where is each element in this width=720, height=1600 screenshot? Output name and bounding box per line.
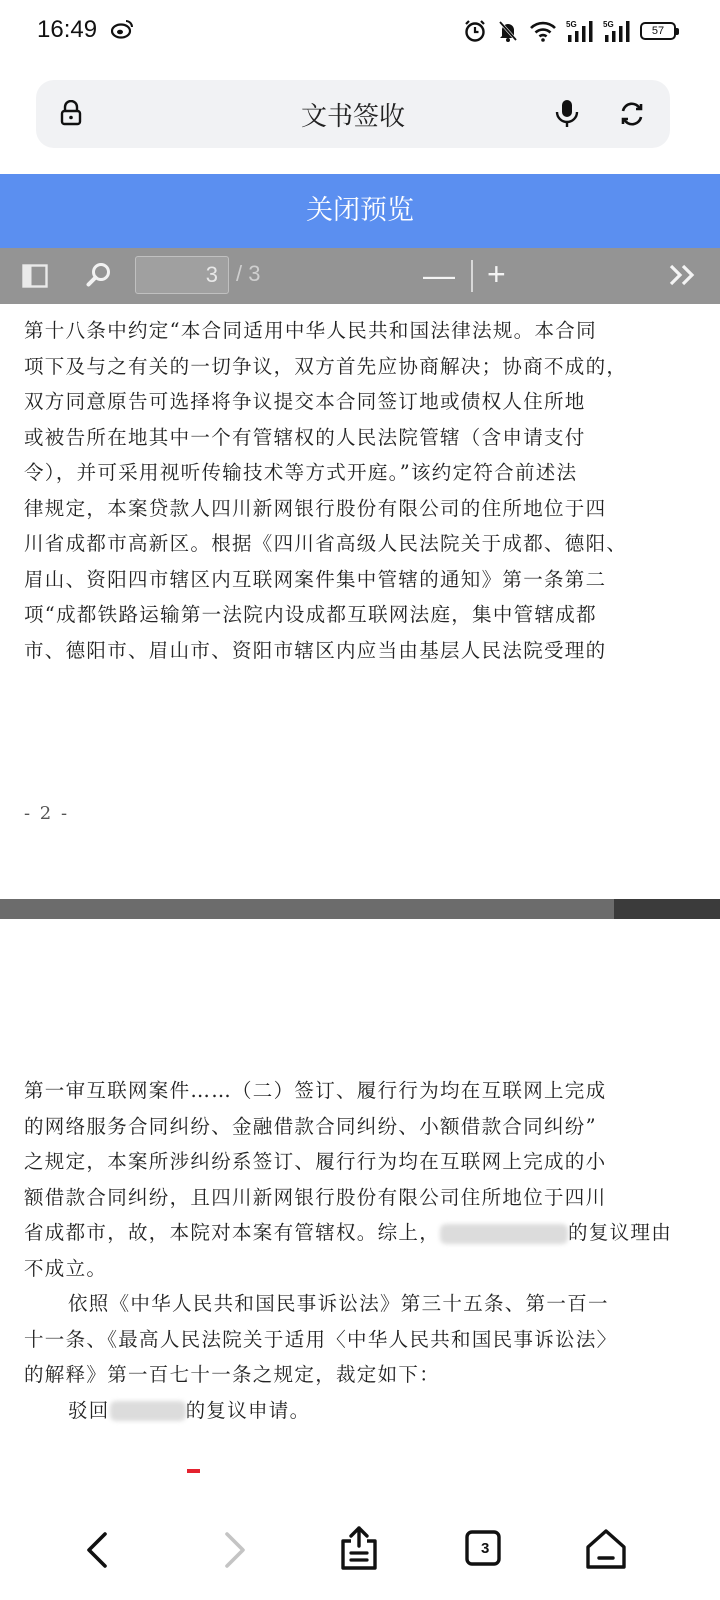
microphone-icon[interactable] — [554, 98, 580, 128]
text-segment: 的复议申请。 — [185, 1398, 311, 1422]
text-line: 不成立。 — [24, 1256, 108, 1280]
text-segment: 的复议理由 — [568, 1221, 673, 1244]
text-segment: 省成都市，故，本院对本案有管辖权。综上， — [24, 1221, 441, 1244]
text-line: 双方同意原告可选择将争议提交本合同签订地或债权人住所地 — [24, 390, 586, 413]
signal-5g-icon — [603, 19, 631, 43]
text-line: 依照《中华人民共和国民事诉讼法》第三十五条、第一百一 — [68, 1292, 609, 1315]
text-line: 的网络服务合同纠纷、金融借款合同纠纷、小额借款合同纠纷” — [24, 1114, 597, 1138]
tools-icon[interactable] — [668, 263, 698, 287]
text-line: 第十八条中约定“本合同适用中华人民共和国法律法规。本合同 — [24, 319, 597, 342]
page-separator — [0, 899, 720, 919]
refresh-icon[interactable] — [618, 100, 646, 128]
text-cursor-mark — [187, 1469, 200, 1473]
text-line: 令），并可采用视听传输技术等方式开庭。”该约定符合前述法 — [24, 461, 578, 484]
status-icons — [463, 18, 676, 44]
redacted-name — [110, 1401, 186, 1421]
text-line: 眉山、资阳四市辖区内互联网案件集中管辖的通知》第一条第二 — [24, 567, 607, 591]
zoom-in-button[interactable]: + — [487, 256, 506, 292]
text-line: 律规定，本案贷款人四川新网银行股份有限公司的住所地位于四 — [24, 496, 607, 520]
weibo-icon — [111, 19, 133, 39]
tabs-button[interactable] — [460, 1522, 516, 1578]
forward-icon[interactable] — [204, 1522, 260, 1578]
network-label: 5G — [566, 20, 577, 29]
page-number-footer: - 2 - — [24, 803, 70, 824]
document-page-2-text — [24, 313, 627, 668]
back-icon[interactable] — [72, 1522, 128, 1578]
text-line: 十一条、《最高人民法院关于适用〈中华人民共和国民事诉讼法〉 — [24, 1327, 618, 1351]
alarm-icon — [463, 19, 487, 43]
text-line — [24, 1393, 672, 1429]
text-line: 或被告所在地其中一个有管辖权的人民法院管辖（含申请支付 — [24, 425, 586, 449]
toolbar-divider — [471, 260, 473, 292]
text-line: 第一审互联网案件……（二）签订、履行行为均在互联网上完成 — [24, 1079, 607, 1102]
page-title[interactable]: 文书签收 — [300, 102, 405, 132]
home-icon[interactable] — [578, 1522, 634, 1578]
address-bar[interactable] — [36, 80, 670, 148]
text-line: 的解释》第一百七十一条之规定，裁定如下： — [24, 1363, 441, 1386]
mute-icon — [496, 19, 520, 43]
signal-5g-icon — [566, 19, 594, 43]
wifi-icon — [529, 20, 557, 42]
sidebar-toggle-icon[interactable] — [22, 264, 48, 288]
zoom-out-button[interactable]: — — [423, 257, 455, 293]
text-line: 项下及与之有关的一切争议，双方首先应协商解决；协商不成的， — [24, 354, 628, 378]
text-segment: 驳回 — [68, 1398, 110, 1422]
search-icon[interactable] — [86, 262, 112, 288]
text-line: 川省成都市高新区。根据《四川省高级人民法院关于成都、德阳、 — [24, 532, 628, 555]
scrollbar-thumb[interactable] — [614, 899, 720, 919]
text-line: 项“成都铁路运输第一法院内设成都互联网法庭，集中管辖成都 — [24, 603, 597, 626]
bottom-navigation — [0, 1500, 720, 1600]
network-label: 5G — [603, 20, 614, 29]
battery-icon: 57 — [640, 22, 676, 40]
text-line: 额借款合同纠纷，且四川新网银行股份有限公司住所地位于四川 — [24, 1185, 607, 1209]
redacted-name — [440, 1224, 568, 1244]
close-preview-button[interactable]: 关闭预览 — [0, 174, 720, 248]
pdf-toolbar — [0, 248, 720, 304]
status-time: 16:49 — [37, 16, 98, 43]
text-line — [24, 1215, 672, 1251]
page-count: / 3 — [236, 261, 261, 286]
document-page-3-text — [24, 1073, 672, 1428]
text-line: 市、德阳市、眉山市、资阳市辖区内应当由基层人民法院受理的 — [24, 638, 607, 662]
status-bar — [0, 0, 720, 62]
tab-count: 3 — [481, 1540, 490, 1557]
text-line: 之规定，本案所涉纠纷系签订、履行行为均在互联网上完成的小 — [24, 1150, 607, 1173]
page-number-input[interactable]: 3 — [135, 256, 229, 294]
share-icon[interactable] — [331, 1522, 387, 1578]
